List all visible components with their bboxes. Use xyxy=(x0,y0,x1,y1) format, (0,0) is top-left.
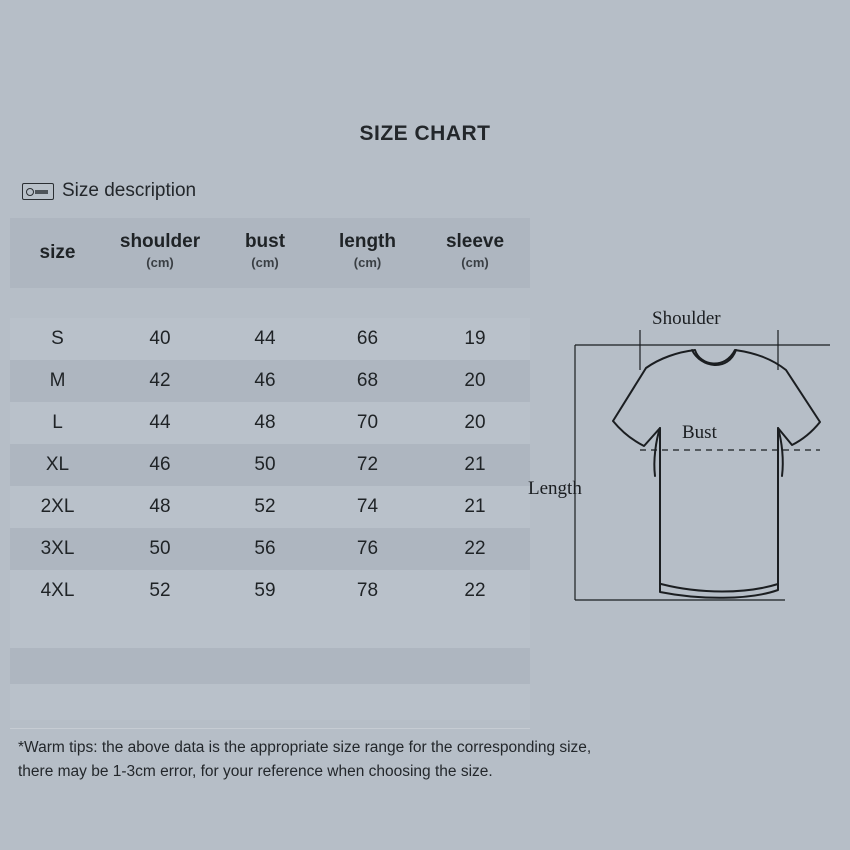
cell-sleeve: 20 xyxy=(464,412,486,433)
cell-length: 72 xyxy=(356,454,379,475)
cell-size: 3XL xyxy=(40,538,75,559)
tshirt-illustration-svg xyxy=(520,300,850,630)
cell-shoulder: 44 xyxy=(149,412,171,433)
cell-length: 68 xyxy=(356,370,379,391)
cell-sleeve: 21 xyxy=(464,454,486,475)
cell-size: 4XL xyxy=(40,580,75,601)
cell-size: M xyxy=(49,370,66,391)
cell-bust: 52 xyxy=(254,496,276,517)
size-label-icon xyxy=(22,183,54,200)
table-spacer-row xyxy=(10,288,530,318)
cell-shoulder: 50 xyxy=(149,538,171,559)
table-row xyxy=(10,360,530,402)
table-row xyxy=(10,570,530,612)
cell-bust: 48 xyxy=(254,412,276,433)
warm-tips-line-1: *Warm tips: the above data is the appropriate size range for the corresponding size, xyxy=(18,739,592,756)
table-row xyxy=(10,486,530,528)
footer-divider xyxy=(10,728,530,729)
cell-sleeve: 21 xyxy=(464,496,486,517)
size-chart-table xyxy=(10,218,530,720)
table-filler-row xyxy=(10,648,530,684)
cell-shoulder: 48 xyxy=(149,496,171,517)
cell-bust: 50 xyxy=(254,454,276,475)
cell-size: L xyxy=(52,412,63,433)
header-cell-size: size xyxy=(39,242,76,263)
tshirt-measurement-diagram xyxy=(520,300,850,630)
cell-size: S xyxy=(51,328,64,349)
header-cell-bust: bust (cm) xyxy=(244,231,286,271)
cell-bust: 44 xyxy=(254,328,276,349)
page-title: SIZE CHART xyxy=(359,122,491,145)
cell-size: XL xyxy=(45,454,70,475)
table-row xyxy=(10,402,530,444)
cell-bust: 59 xyxy=(254,580,276,601)
warm-tips xyxy=(18,736,738,784)
cell-size: 2XL xyxy=(40,496,75,517)
table-header-row xyxy=(10,218,530,288)
cell-length: 66 xyxy=(356,328,379,349)
cell-bust: 56 xyxy=(254,538,276,559)
header-cell-sleeve: sleeve (cm) xyxy=(445,231,505,271)
cell-shoulder: 40 xyxy=(149,328,171,349)
table-row xyxy=(10,444,530,486)
label-length: Length xyxy=(528,478,582,499)
cell-sleeve: 22 xyxy=(464,580,486,601)
table-row xyxy=(10,318,530,360)
cell-shoulder: 42 xyxy=(149,370,171,391)
cell-shoulder: 52 xyxy=(149,580,171,601)
size-description-row xyxy=(22,180,196,202)
cell-bust: 46 xyxy=(254,370,276,391)
size-description-label: Size description xyxy=(62,180,197,201)
cell-length: 78 xyxy=(356,580,379,601)
cell-sleeve: 22 xyxy=(464,538,486,559)
table-filler-row xyxy=(10,684,530,720)
table-filler-row xyxy=(10,612,530,648)
cell-length: 70 xyxy=(356,412,379,433)
warm-tips-line-2: there may be 1-3cm error, for your reference when choosing the size. xyxy=(18,763,493,781)
table-row xyxy=(10,528,530,570)
header-cell-shoulder: shoulder (cm) xyxy=(119,231,201,271)
cell-length: 74 xyxy=(356,496,379,517)
header-cell-length: length (cm) xyxy=(339,231,396,271)
cell-sleeve: 20 xyxy=(464,370,486,391)
cell-length: 76 xyxy=(356,538,379,559)
cell-shoulder: 46 xyxy=(149,454,171,475)
label-shoulder: Shoulder xyxy=(652,308,721,329)
cell-sleeve: 19 xyxy=(464,328,486,349)
label-bust: Bust xyxy=(682,422,717,443)
